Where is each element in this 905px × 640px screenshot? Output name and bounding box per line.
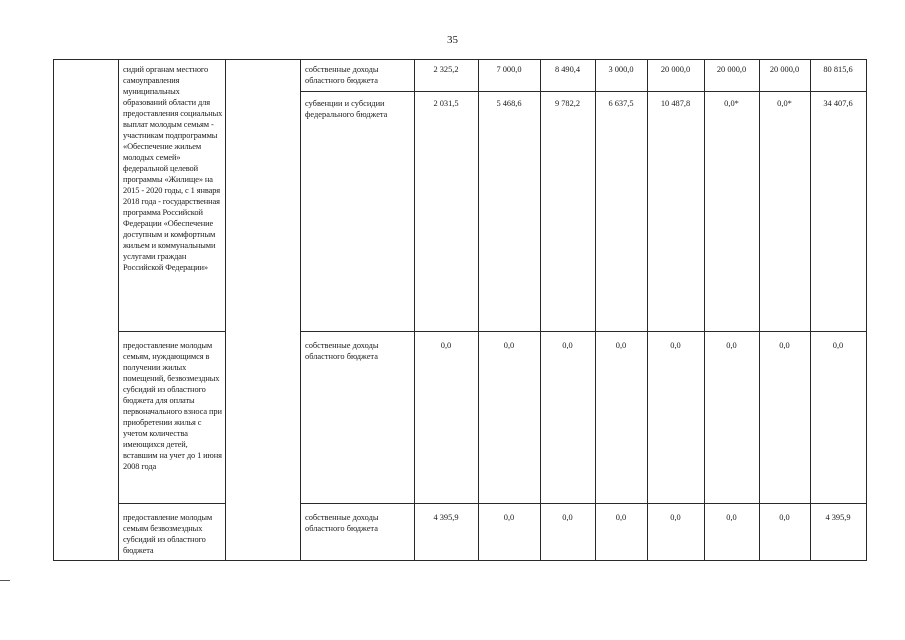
row-3-source-1-value-2: 0,0 <box>503 513 515 522</box>
row-3-source-1-total: 4 395,9 <box>825 513 851 522</box>
row-1-source-1-value-1: 2 325,2 <box>433 65 459 74</box>
row-2-source-1-value-4: 0,0 <box>615 341 627 350</box>
margin-mark <box>0 580 10 581</box>
row-1-source-2-value-4: 6 637,5 <box>608 99 634 108</box>
row-2-source-1-value-7: 0,0 <box>779 341 790 350</box>
row-1-source-2-value-1: 2 031,5 <box>433 99 459 108</box>
row-1-source-1-value-4: 3 000,0 <box>608 65 634 74</box>
row-2-source-1-value-2: 0,0 <box>503 341 515 350</box>
row-3-source-1-value-1: 4 395,9 <box>433 513 459 522</box>
row-2-source-1-total: 0,0 <box>832 341 844 350</box>
row-1-source-1-value-7: 20 000,0 <box>769 65 800 74</box>
page-number: 35 <box>447 34 458 46</box>
row-1-source-2-value-6: 0,0* <box>724 99 739 108</box>
row-1-source-1-value-5: 20 000,0 <box>660 65 691 74</box>
row-3-source-1-value-5: 0,0 <box>670 513 681 522</box>
row-1-source-2-total: 34 407,6 <box>823 99 853 108</box>
row-3-source-1-value-3: 0,0 <box>562 513 573 522</box>
row-1-source-1-total: 80 815,6 <box>823 65 853 74</box>
row-3-source-1-value-6: 0,0 <box>726 513 737 522</box>
row-2-source-1-value-5: 0,0 <box>670 341 681 350</box>
row-3-source-1-value-7: 0,0 <box>779 513 790 522</box>
row-2-source-1-label: собственные доходы областного бюджета <box>305 341 379 361</box>
row-3-source-1-value-4: 0,0 <box>615 513 627 522</box>
row-1-source-1-value-6: 20 000,0 <box>716 65 747 74</box>
row-2-source-1-value-3: 0,0 <box>562 341 573 350</box>
row-1-source-2-value-3: 9 782,2 <box>554 99 581 108</box>
row-1-source-2-value-7: 0,0* <box>777 99 792 108</box>
row-2-source-1-value-6: 0,0 <box>726 341 737 350</box>
row-1-description: сидий органам местного самоуправления муниципальных образований области для предоставления социальных выплат молодым семьям - участникам подпрограммы «Обеспечение жильем молодых семей» федеральной целевой программы «Жилище» на 2015 - 2020 годы, с 1 января 2018 года - государственная программа Российской Федерации «Обеспечение доступным и комфортным жильем и коммунальными услугами граждан Российской Федерации» <box>123 65 223 272</box>
row-1-source-2-value-2: 5 468,6 <box>496 99 522 108</box>
row-1-source-1-value-2: 7 000,0 <box>496 65 522 74</box>
row-1-source-2-value-5: 10 487,8 <box>660 99 691 108</box>
row-3-description: предоставление молодым семьям безвозмездных субсидий из областного бюджета <box>123 513 213 555</box>
row-3-source-1-label: собственные доходы областного бюджета <box>305 513 379 533</box>
row-1-source-2-label: субвенции и субсидии федерального бюджета <box>305 99 388 119</box>
row-2-description: предоставление молодым семьям, нуждающимся в получении жилых помещений, безвозмездных субсидий из областного бюджета для оплаты первоначального взноса при приобретении жилья с учетом количества имеющихся детей, вставшим на учет до 1 июня 2008 года <box>123 341 222 471</box>
row-1-source-1-value-3: 8 490,4 <box>554 65 581 74</box>
row-2-source-1-value-1: 0,0 <box>440 341 452 350</box>
row-1-source-1-label: собственные доходы областного бюджета <box>305 65 379 85</box>
